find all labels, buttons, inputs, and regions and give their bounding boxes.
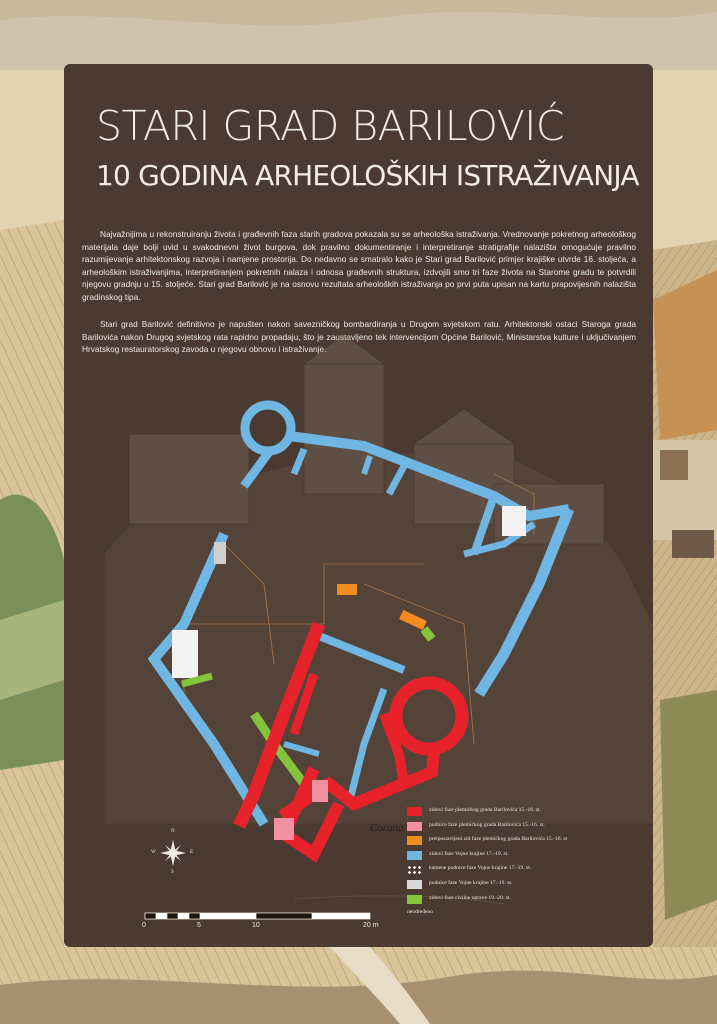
intro-paragraph: Najvažnijima u rekonstruiranju života i građevnih faza starih gradova pokazala su se arheološka istraživanja. Vrednovanje pokretnog arheološkog materijala daje bolji uvid u svakodnevni život burgova, dok pravilno dokumentiranje i interpretiranje stratigrafije nalazišta omogućuje pravilno razumijevanje arhitektonskog razvoja i namjene prostorija. Do nedavno se smatralo kako je Stari grad Barilović primjer krajiške utvrde 16. stoljeća, a arheološkim istraživanjima, interpretiranjem pokretnih nalaza i odnosa građevnih struktura, izdvojili smo tri faze života na Starome gradu te potvrdili njegovu gradnju u 15. stoljeće. Stari grad Barilović je na osnovu rezultata arheoloških istraživanja po prvi puta upisan na kartu prapovijesnih nalazišta gradinskog tipa. (82, 229, 636, 302)
legend-swatch (407, 895, 422, 904)
civil-wall-c (424, 629, 432, 639)
legend-label: podnice faze plemićkog grada Barilovića 15.-16. st. (429, 821, 545, 828)
scale-tick-10: 10 (252, 922, 260, 929)
legend-label: zidovi faze plemićkog grada Barilovića 15.-16. st. (429, 807, 541, 813)
legend-label: neodređeno (407, 909, 434, 916)
legend-label: zidovi faze Vojne krajine 17.-19. st. (429, 850, 509, 857)
legend-label: kamene podnice faze Vojne krajine 17.-19. st. (429, 865, 532, 872)
site-plan-map (64, 64, 653, 947)
compass-e-label: E (190, 850, 194, 855)
poster-title: STARI GRAD BARILOVIĆ (96, 102, 564, 150)
legend-swatch (407, 822, 422, 831)
noble-floor-a (312, 780, 328, 802)
scale-tick-0: 0 (142, 922, 146, 929)
compass-w-label: W (151, 850, 156, 855)
noble-floor-b (274, 818, 294, 840)
compass-n-label: N (171, 829, 175, 834)
assumed-wall-a (337, 584, 357, 595)
info-panel (64, 64, 653, 947)
stone-floor-a (502, 506, 526, 536)
scale-bar (145, 913, 370, 919)
stone-floor-b (172, 630, 198, 678)
legend-label: pretpostavljeni zid faze plemićkog grada Barilovića 15.-16. st (429, 836, 568, 843)
compass-rose-icon (160, 840, 186, 866)
legend-swatch (407, 807, 422, 816)
poster-subtitle: 10 GODINA ARHEOLOŠKIH ISTRAŽIVANJA (96, 159, 639, 192)
legend-swatch (407, 880, 422, 889)
scale-tick-20: 20 m (363, 922, 379, 929)
compass-s-label: S (171, 870, 174, 875)
legend-label: zidovi faze civilne uprave 19.-20. st. (429, 894, 511, 901)
legend-swatch (407, 865, 422, 874)
legend-swatch (407, 851, 422, 860)
floor-grey-a (214, 542, 226, 564)
scale-tick-5: 5 (197, 922, 201, 929)
history-paragraph: Stari grad Barilović definitivno je napušten nakon savezničkog bombardiranja u Drugom svjetskom ratu. Arhitektonski ostaci Staroga grada Barilovića nakon Drugog svjetskog rata rapidno propadaju, što je zaustavljeno tek intervencijom Općine Barilović, Ministarstva kulture i uključivanjem Hrvatskog restauratorskog zavoda u njegovu obnovu i istraživanje. (82, 319, 636, 355)
legend-swatch (407, 836, 422, 845)
castle-photo-overlay (104, 334, 653, 824)
legend-label: podnice faze Vojne krajine 17.-19. st. (429, 879, 513, 886)
river-label: Corana (370, 822, 404, 834)
